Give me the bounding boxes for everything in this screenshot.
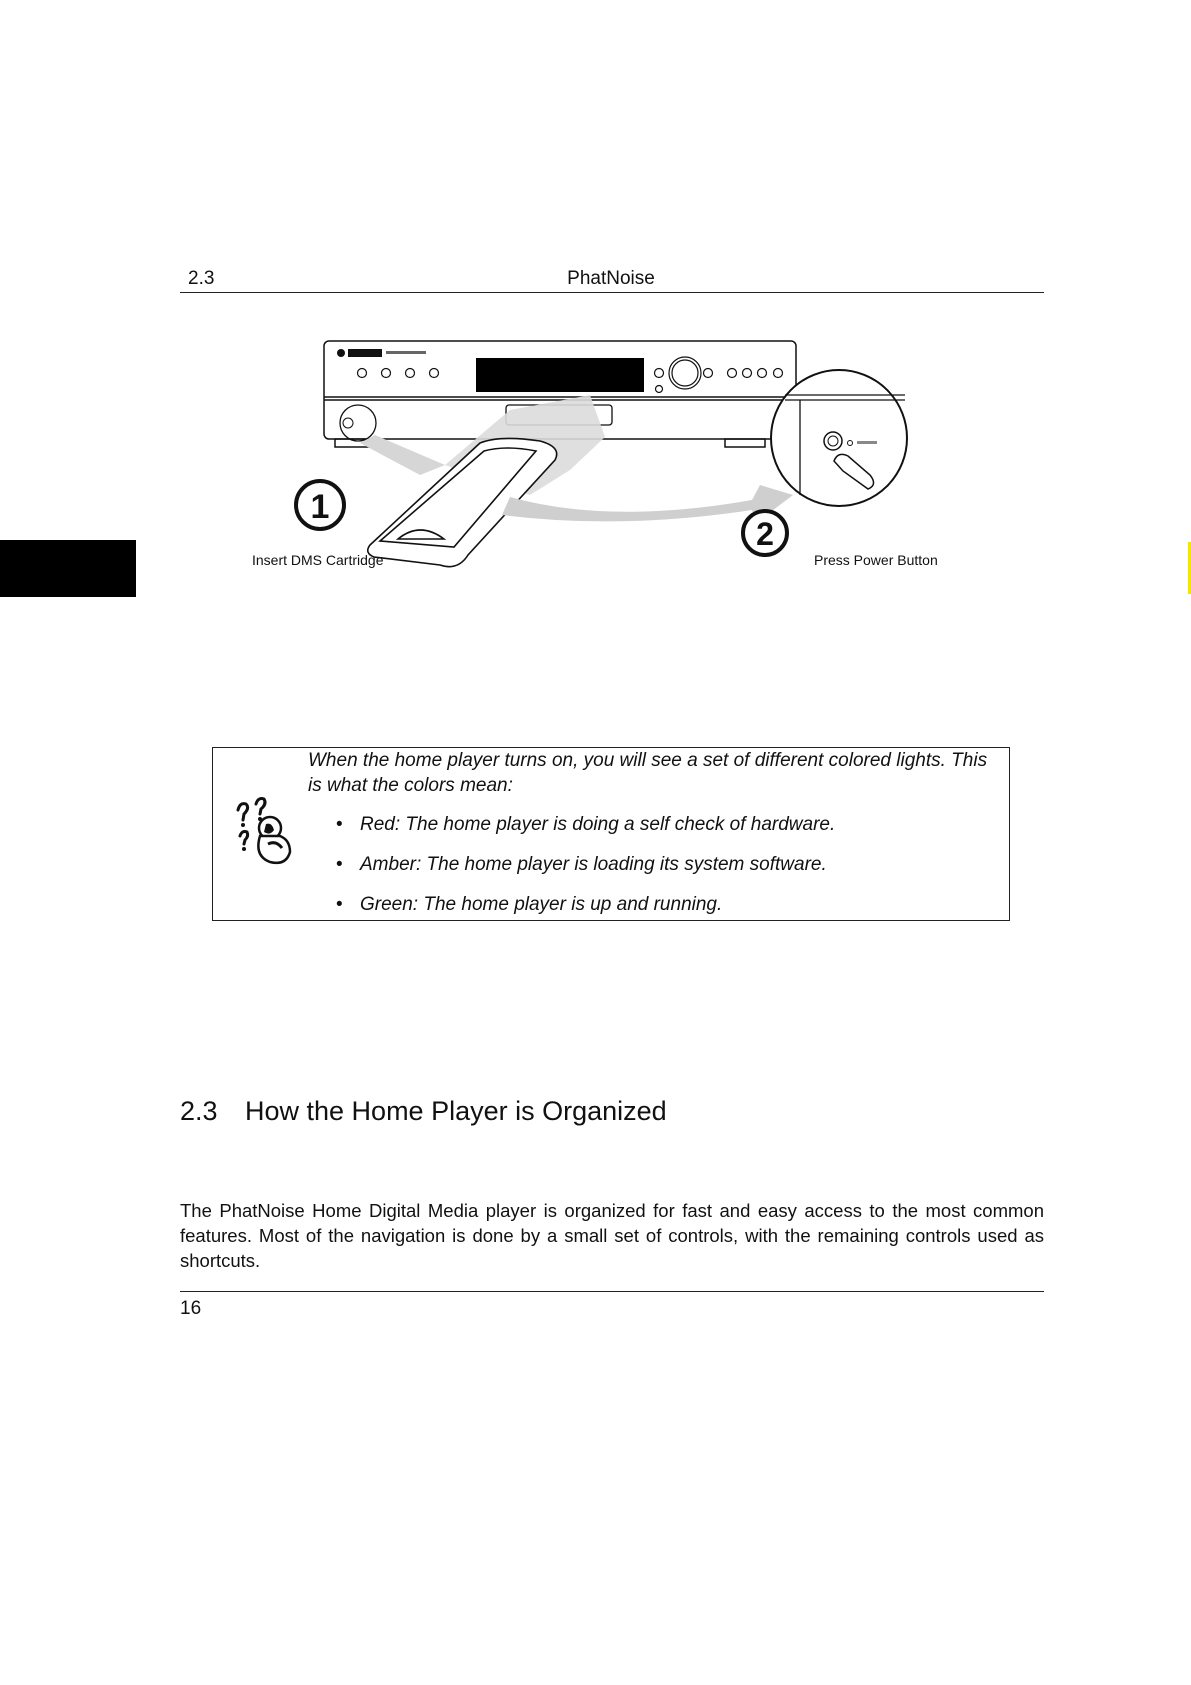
step-2-marker <box>743 511 787 555</box>
display-screen <box>476 358 644 392</box>
header-section-number: 2.3 <box>188 268 215 289</box>
caption-insert-cartridge: Insert DMS Cartridge <box>252 552 384 568</box>
svg-text:2: 2 <box>756 516 774 552</box>
section-title: How the Home Player is Organized <box>245 1096 667 1126</box>
thinking-figure-icon <box>230 796 306 872</box>
header-title: PhatNoise <box>567 268 655 289</box>
list-item: • Red: The home player is doing a self check of hardware. <box>336 812 835 852</box>
svg-text:1: 1 <box>310 488 330 526</box>
footer-rule <box>180 1291 1044 1292</box>
section-body-paragraph: The PhatNoise Home Digital Media player is organized for fast and easy access to the most common features. Most of the navigation is done by a small set of controls, with the remaining controls used as shortcuts. <box>180 1200 1044 1271</box>
chapter-side-tab <box>0 540 136 597</box>
power-zoom-circle <box>771 370 907 506</box>
page-number: 16 <box>180 1298 202 1319</box>
header-rule <box>180 292 1044 293</box>
list-item: • Green: The home player is up and running. <box>336 892 835 932</box>
list-item: • Amber: The home player is loading its system software. <box>336 852 835 892</box>
step-1-marker <box>296 481 344 529</box>
note-intro-text: When the home player turns on, you will see a set of different colored lights. This is what the colors mean: <box>308 750 988 796</box>
section-number: 2.3 <box>180 1096 218 1126</box>
caption-press-power: Press Power Button <box>814 552 938 568</box>
color-status-list <box>336 812 835 932</box>
